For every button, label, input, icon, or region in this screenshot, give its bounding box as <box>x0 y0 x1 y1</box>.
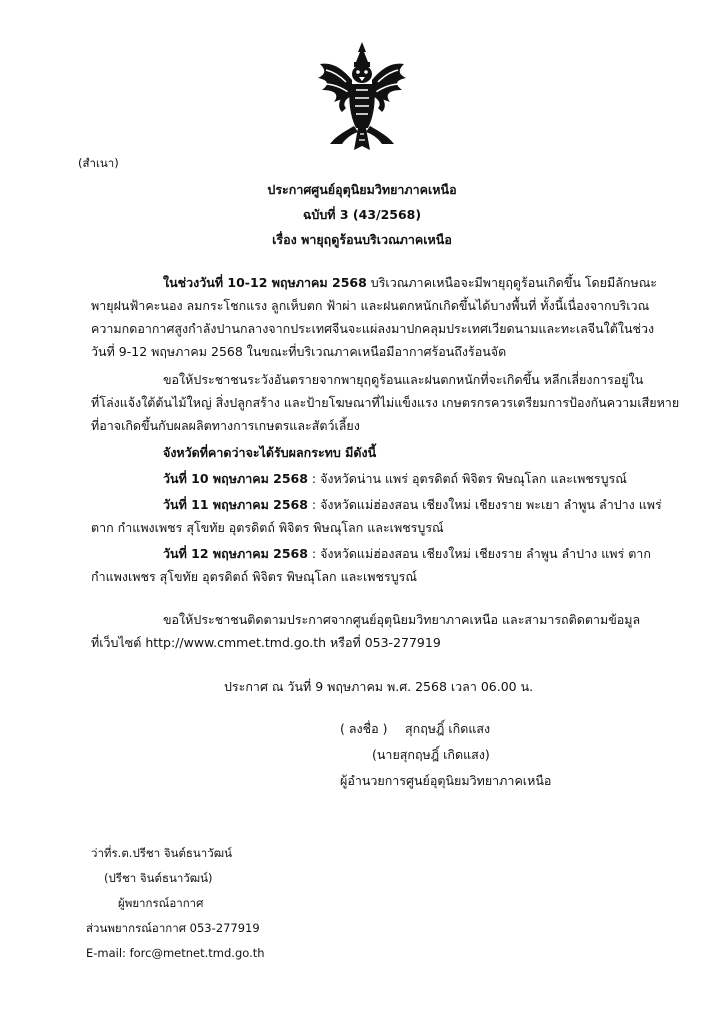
day-10-provinces: : จังหวัดน่าน แพร่ อุตรดิตถ์ พิจิตร พิษณุโลก และเพชรบูรณ์ <box>307 471 627 486</box>
copy-mark: (สำเนา) <box>78 156 119 170</box>
signer-position: ผู้อำนวยการศูนย์อุตุนิยมวิทยาภาคเหนือ <box>340 773 552 788</box>
forecast-email: E-mail: forc@metnet.tmd.go.th <box>86 946 265 960</box>
paragraph-1-line-4: วันที่ 9-12 พฤษภาคม 2568 ในขณะที่บริเวณภาคเหนือมีอากาศร้อนถึงร้อนจัด <box>91 344 507 359</box>
follow-line-2: ที่เว็บไซต์ http://www.cmmet.tmd.go.th หรือที่ 053-277919 <box>91 635 441 650</box>
forecaster-name-plain: (ปรีชา จินต์ธนาวัฒน์) <box>104 871 213 885</box>
issue-number: ฉบับที่ 3 (43/2568) <box>302 207 422 222</box>
garuda-emblem-icon <box>312 40 412 155</box>
announcement-title: ประกาศศูนย์อุตุนิยมวิทยาภาคเหนือ <box>267 182 457 197</box>
day-10-line <box>163 473 627 486</box>
paragraph-2-line-1: ขอให้ประชาชนระวังอันตรายจากพายุฤดูร้อนและฝนตกหนักที่จะเกิดขึ้น หลีกเลี่ยงการอยู่ใน <box>163 372 644 387</box>
paragraph-1-line-3: ความกดอากาศสูงกำลังปานกลางจากประเทศจีนจะแผ่ลงมาปกคลุมประเทศเวียดนามและทะเลจีนใต้ในช่วง <box>91 321 655 336</box>
day-12-provinces: : จังหวัดแม่ฮ่องสอน เชียงใหม่ เชียงราย ลำพูน ลำปาง แพร่ ตาก <box>307 546 651 561</box>
forecaster-title: ผู้พยากรณ์อากาศ <box>118 896 204 910</box>
announce-date: ประกาศ ณ วันที่ 9 พฤษภาคม พ.ศ. 2568 เวลา 06.00 น. <box>224 679 534 694</box>
day-11-line-2: ตาก กำแพงเพชร สุโขทัย อุตรดิตถ์ พิจิตร พิษณุโลก และเพชรบูรณ์ <box>91 520 444 535</box>
day-10-label: วันที่ 10 พฤษภาคม 2568 <box>163 471 308 486</box>
day-12-label: วันที่ 12 พฤษภาคม 2568 <box>163 546 308 561</box>
subject-line: เรื่อง พายุฤดูร้อนบริเวณภาคเหนือ <box>272 232 452 247</box>
day-12-line <box>163 548 651 561</box>
signer-name: สุกฤษฎิ์ เกิดแสง <box>405 721 491 736</box>
day-11-label: วันที่ 11 พฤษภาคม 2568 <box>163 497 308 512</box>
forecast-division-phone: ส่วนพยากรณ์อากาศ 053-277919 <box>86 921 260 935</box>
paragraph-2-line-3: ที่อาจเกิดขึ้นกับผลผลิตทางการเกษตรและสัตว์เลี้ยง <box>91 418 360 433</box>
sign-label: ( ลงชื่อ ) <box>340 721 388 736</box>
period-highlight: ในช่วงวันที่ 10-12 พฤษภาคม 2568 <box>163 275 367 290</box>
paragraph-2-line-2: ที่โล่งแจ้งใต้ต้นไม้ใหญ่ สิ่งปลูกสร้าง และป้ายโฆษณาที่ไม่แข็งแรง เกษตรกรควรเตรียมการป้องกันความเสียหาย <box>91 395 680 410</box>
forecaster-name: ว่าที่ร.ต.ปรีชา จินต์ธนาวัฒน์ <box>91 846 232 860</box>
paragraph-1-line-2: พายุฝนฟ้าคะนอง ลมกระโชกแรง ลูกเห็บตก ฟ้าผ่า และฝนตกหนักเกิดขึ้นได้บางพื้นที่ ทั้งนี้เนื่องจากบริเวณ <box>91 298 650 313</box>
paragraph-1-text: บริเวณภาคเหนือจะมีพายุฤดูร้อนเกิดขึ้น โดยมีลักษณะ <box>370 275 658 290</box>
day-12-line-2: กำแพงเพชร สุโขทัย อุตรดิตถ์ พิจิตร พิษณุโลก และเพชรบูรณ์ <box>91 569 417 584</box>
follow-line-1: ขอให้ประชาชนติดตามประกาศจากศูนย์อุตุนิยมวิทยาภาคเหนือ และสามารถติดตามข้อมูล <box>163 612 641 627</box>
day-11-provinces: : จังหวัดแม่ฮ่องสอน เชียงใหม่ เชียงราย พะเยา ลำพูน ลำปาง แพร่ <box>307 497 662 512</box>
signer-full-name: (นายสุกฤษฎิ์ เกิดแสง) <box>372 747 490 762</box>
provinces-heading: จังหวัดที่คาดว่าจะได้รับผลกระทบ มีดังนี้ <box>163 445 377 460</box>
paragraph-1-line-1 <box>163 277 657 290</box>
day-11-line <box>163 499 662 512</box>
